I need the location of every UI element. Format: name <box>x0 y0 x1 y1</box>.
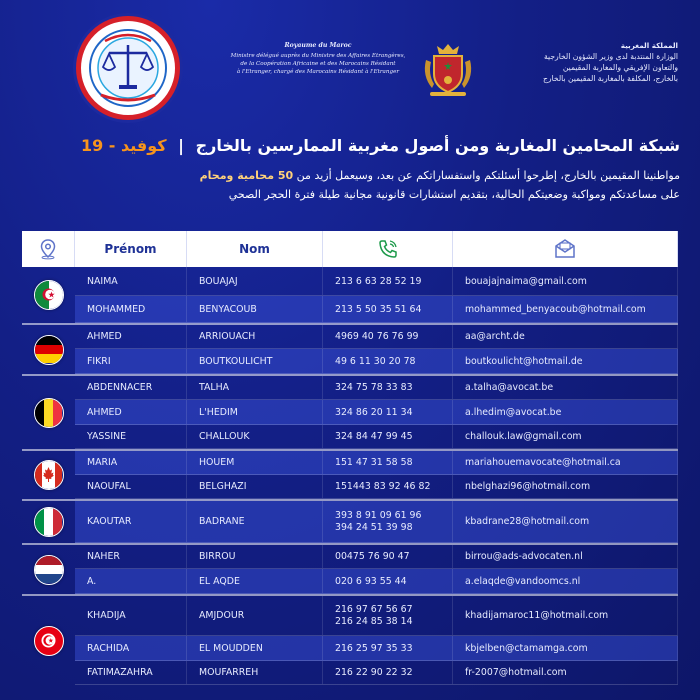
lawyers-table <box>22 231 678 685</box>
algeria-flag-icon <box>34 280 64 310</box>
cell-email: boutkoulicht@hotmail.de <box>453 349 678 373</box>
envelope-icon <box>553 238 577 260</box>
ministry-line-fr: à l'Etranger, chargé des Marocains Résidant à l'Etranger <box>236 69 400 75</box>
phone-number: 393 8 91 09 61 96 <box>335 509 422 521</box>
cell-phone: 216 25 97 35 33 <box>323 636 453 660</box>
header-prenom: Prénom <box>75 231 187 267</box>
title-main: شبكة المحامين المغاربة ومن أصول مغربية الممارسين بالخارج <box>195 136 680 155</box>
ministry-name-ar <box>488 40 678 84</box>
cell-prenom: RACHIDA <box>75 636 187 660</box>
cell-phone: 324 84 47 99 45 <box>323 425 453 448</box>
cell-email: fr-2007@hotmail.com <box>453 661 678 684</box>
cell-prenom: AHMED <box>75 400 187 424</box>
cell-phone: 151 47 31 58 58 <box>323 451 453 474</box>
cell-phone: 324 75 78 33 83 <box>323 376 453 399</box>
intro-text <box>20 166 680 204</box>
header-email <box>453 231 678 267</box>
intro-line-1-text: مواطنينا المقيمين بالخارج، إطرحوا أسئلتكم واستفساراتكم عن بعد، وسيعمل أزيد من <box>293 169 680 182</box>
table-row <box>75 545 678 569</box>
intro-line-1 <box>20 166 680 185</box>
ministry-title-fr: Royaume du Maroc <box>284 42 352 49</box>
moroccan-coat-of-arms-icon <box>420 40 476 98</box>
phone-number: 394 24 51 39 98 <box>335 521 413 533</box>
table-row <box>75 325 678 349</box>
scales-of-justice-icon <box>81 21 175 115</box>
ministry-name-fr <box>228 42 408 76</box>
cell-nom: BADRANE <box>187 501 323 542</box>
table-row <box>75 349 678 374</box>
cell-email: khadijamaroc11@hotmail.com <box>453 596 678 635</box>
intro-line-2: على مساعدتكم ومواكبة وضعيتكم الحالية، بتقديم استشارات قانونية مجانية طيلة فترة الحجر الصحي <box>228 188 680 201</box>
cell-phone: 49 6 11 30 20 78 <box>323 349 453 373</box>
cell-phone: 00475 76 90 47 <box>323 545 453 568</box>
cell-nom: BELGHAZI <box>187 475 323 498</box>
cell-prenom: FIKRI <box>75 349 187 373</box>
cell-prenom: MOHAMMED <box>75 296 187 322</box>
cell-email: kbjelben@ctamamga.com <box>453 636 678 660</box>
netherlands-flag-icon <box>34 555 64 585</box>
table-row <box>75 475 678 499</box>
cell-nom: L'HEDIM <box>187 400 323 424</box>
cell-nom: BIRROU <box>187 545 323 568</box>
tunisia-flag-icon <box>34 626 64 656</box>
table-row <box>75 501 678 543</box>
cell-prenom: NAIMA <box>75 267 187 295</box>
cell-prenom: FATIMAZAHRA <box>75 661 187 684</box>
header <box>0 0 700 135</box>
table-row <box>75 425 678 449</box>
table-row <box>75 596 678 636</box>
header-phone <box>323 231 453 267</box>
cell-nom: CHALLOUK <box>187 425 323 448</box>
cell-prenom: NAOUFAL <box>75 475 187 498</box>
cell-email: bouajajnaima@gmail.com <box>453 267 678 295</box>
cell-nom: AMJDOUR <box>187 596 323 635</box>
cell-email: aa@archt.de <box>453 325 678 348</box>
page-title <box>20 136 680 160</box>
cell-prenom: ABDENNACER <box>75 376 187 399</box>
cell-email: a.elaqde@vandoomcs.nl <box>453 569 678 593</box>
table-row <box>75 661 678 685</box>
cell-prenom: AHMED <box>75 325 187 348</box>
lawyers-network-logo <box>76 16 180 120</box>
phone-number: 216 97 67 56 67 <box>335 603 413 615</box>
table-row <box>75 636 678 661</box>
belgium-flag-icon <box>34 398 64 428</box>
cell-phone: 151443 83 92 46 82 <box>323 475 453 498</box>
ministry-line-fr: Ministre délégué auprès du Ministre des Affaires Etrangères, <box>230 53 406 59</box>
cell-phone <box>323 596 453 635</box>
cell-email: kbadrane28@hotmail.com <box>453 501 678 542</box>
cell-email: birrou@ads-advocaten.nl <box>453 545 678 568</box>
title-separator: | <box>178 136 184 155</box>
cell-email: mohammed_benyacoub@hotmail.com <box>453 296 678 322</box>
country-group-belgium <box>22 376 678 449</box>
cell-prenom: KHADIJA <box>75 596 187 635</box>
cell-phone: 4969 40 76 76 99 <box>323 325 453 348</box>
cell-phone: 213 5 50 35 51 64 <box>323 296 453 322</box>
cell-email: challouk.law@gmail.com <box>453 425 678 448</box>
table-row <box>75 569 678 594</box>
header-nom: Nom <box>187 231 323 267</box>
country-group-germany <box>22 325 678 374</box>
phone-number: 216 24 85 38 14 <box>335 615 413 627</box>
cell-nom: ARRIOUACH <box>187 325 323 348</box>
cell-phone: 020 6 93 55 44 <box>323 569 453 593</box>
cell-email: a.lhedim@avocat.be <box>453 400 678 424</box>
cell-nom: EL MOUDDEN <box>187 636 323 660</box>
cell-nom: MOUFARREH <box>187 661 323 684</box>
cell-email: a.talha@avocat.be <box>453 376 678 399</box>
cell-prenom: NAHER <box>75 545 187 568</box>
cell-prenom: A. <box>75 569 187 593</box>
canada-flag-icon <box>34 460 64 490</box>
cell-prenom: YASSINE <box>75 425 187 448</box>
ministry-line-fr: de la Coopération Africaine et des Marocains Résidant <box>240 61 396 67</box>
table-row <box>75 267 678 296</box>
title-covid: كوفيد - 19 <box>80 136 167 155</box>
country-group-tunisia <box>22 596 678 685</box>
cell-nom: HOUEM <box>187 451 323 474</box>
cell-nom: BOUTKOULICHT <box>187 349 323 373</box>
ministry-line-ar: بالخارج، المكلفة بالمغاربة المقيمين بالخارج <box>543 74 678 83</box>
cell-nom: TALHA <box>187 376 323 399</box>
header-location <box>22 231 75 267</box>
cell-nom: EL AQDE <box>187 569 323 593</box>
table-header <box>22 231 678 267</box>
ministry-line-ar: الوزارة المنتدبة لدى وزير الشؤون الخارجية <box>543 52 678 61</box>
table-row <box>75 376 678 400</box>
country-group-canada <box>22 451 678 499</box>
ministry-title-ar: المملكة المغربية <box>620 41 678 50</box>
cell-prenom: KAOUTAR <box>75 501 187 542</box>
italy-flag-icon <box>34 507 64 537</box>
cell-phone: 213 6 63 28 52 19 <box>323 267 453 295</box>
location-pin-icon <box>37 238 59 260</box>
table-row <box>75 451 678 475</box>
cell-email: nbelghazi96@hotmail.com <box>453 475 678 498</box>
phone-icon <box>377 238 399 260</box>
cell-phone: 216 22 90 22 32 <box>323 661 453 684</box>
cell-phone <box>323 501 453 542</box>
table-row <box>75 400 678 425</box>
germany-flag-icon <box>34 335 64 365</box>
country-group-italy <box>22 501 678 543</box>
country-group-algeria <box>22 267 678 323</box>
cell-email: mariahouemavocate@hotmail.ca <box>453 451 678 474</box>
ministry-line-ar: والتعاون الإفريقي والمغاربة المقيمين <box>562 63 678 72</box>
country-group-netherlands <box>22 545 678 594</box>
intro-highlight: 50 محامية ومحام <box>199 169 294 182</box>
cell-prenom: MARIA <box>75 451 187 474</box>
cell-phone: 324 86 20 11 34 <box>323 400 453 424</box>
table-row <box>75 296 678 323</box>
cell-nom: BENYACOUB <box>187 296 323 322</box>
cell-nom: BOUAJAJ <box>187 267 323 295</box>
